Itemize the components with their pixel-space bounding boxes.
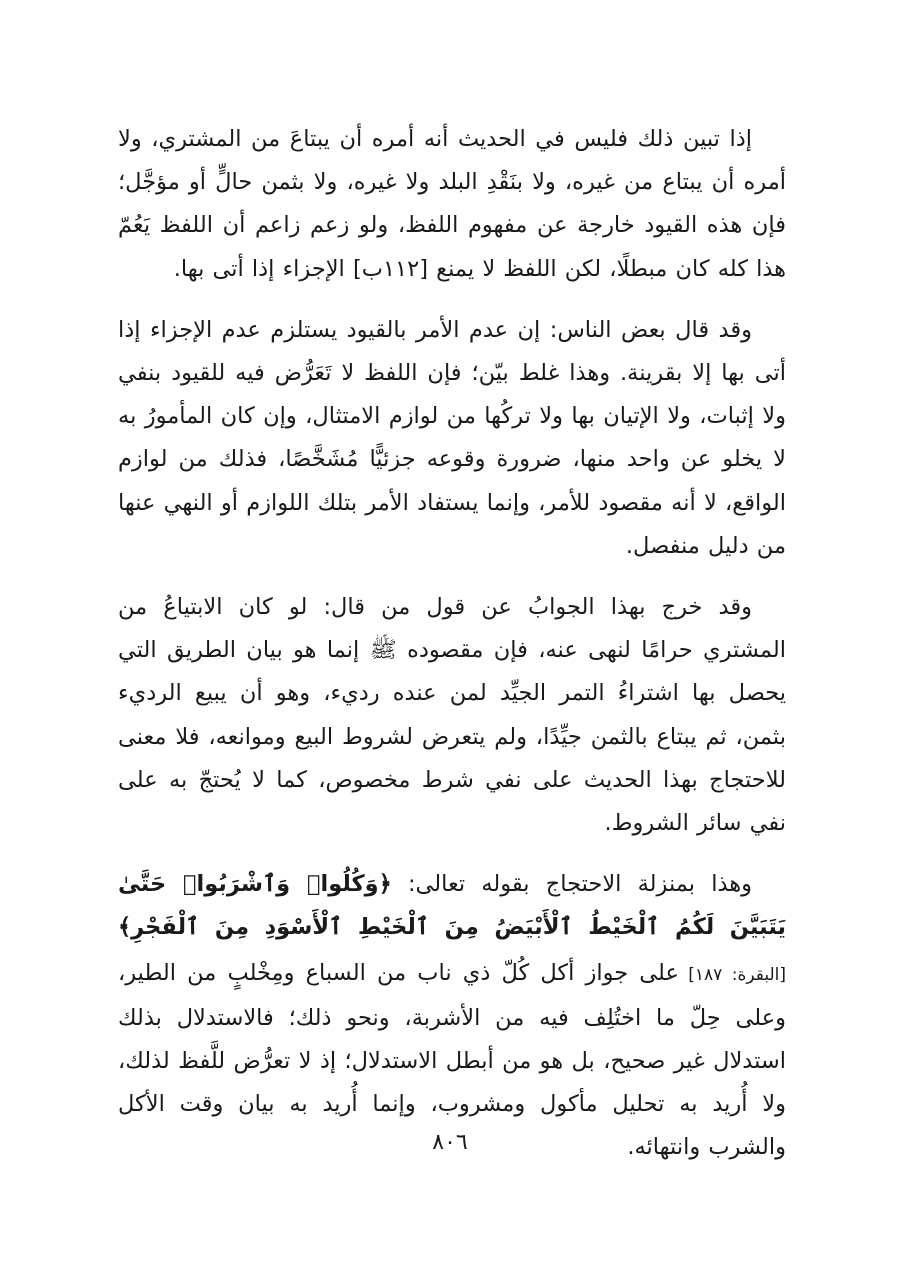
paragraph-4 [118,863,786,1169]
paragraph-3: وقد خرج بهذا الجوابُ عن قول من قال: لو كان الابتياعُ من المشتري حرامًا لنهى عنه، فإن مقصوده ﷺ إنما هو بيان الطريق التي يحصل بها اشتراءُ التمر الجيِّد لمن عنده رديء، وهو أن يبيع الرديء بثمن، ثم يبتاع بالثمن جيِّدًا، ولم يتعرض لشروط البيع وموانعه، فلا معنى للاحتجاج بهذا الحديث على نفي شرط مخصوص، كما لا يُحتجّ به على نفي سائر الشروط. [118,594,786,837]
page-number: ٨٠٦ [432,1130,468,1155]
paragraph-2: وقد قال بعض الناس: إن عدم الأمر بالقيود يستلزم عدم الإجزاء إذا أتى بها إلا بقرينة. وهذا غلط بيّن؛ فإن اللفظ لا تَعَرُّض فيه للقيود بنفي ولا إثبات، ولا الإتيان بها ولا تركُها من لوازم الامتثال، وإن كان المأمورُ به لا يخلو عن واحد منها، ضرورة وقوعه جزئيًّا مُشَخَّصًا، فذلك من لوازم الواقع، لا أنه مقصود للأمر، وإنما يستفاد الأمر بتلك اللوازم أو النهي عنها من دليل منفصل. [118,316,786,559]
verse-reference: [البقرة: ١٨٧] [678,964,786,985]
main-text [118,118,786,1170]
paragraph-4-body: على جواز أكل كُلّ ذي ناب من السباع ومِخْلبٍ من الطير، وعلى حِلّ ما اختُلِف فيه من الأشربة، ونحو ذلك؛ فالاستدلال بذلك استدلال غير صحيح، بل هو من أبطل الاستدلال؛ إذ لا تعرُّض للَّفظ لذلك، ولا أُريد به تحليل مأكول ومشروب، وإنما أُريد به بيان وقت الأكل والشرب وانتهائه. [118,959,786,1161]
paragraph-1: إذا تبين ذلك فليس في الحديث أنه أمره أن يبتاعَ من المشتري، ولا أمره أن يبتاع من غيره، ولا بنَقْدِ البلد ولا غيره، ولا بثمن حالٍّ أو مؤجَّل؛ فإن هذه القيود خارجة عن مفهوم اللفظ، ولو زعم زاعم أن اللفظ يَعُمّ هذا كله كان مبطلًا، لكن اللفظ لا يمنع [١١٢ب] الإجزاء إذا أتى بها. [118,126,786,282]
paragraph-4-intro: وهذا بمنزلة الاحتجاج بقوله تعالى: [391,871,753,898]
quran-verse: ﴿وَكُلُوا۟ وَٱشْرَبُوا۟ حَتَّىٰ يَتَبَيَّنَ لَكُمُ ٱلْخَيْطُ ٱلْأَبْيَضُ مِنَ ٱلْخَيْطِ ٱلْأَسْوَدِ مِنَ ٱلْفَجْرِ﴾ [118,871,786,941]
